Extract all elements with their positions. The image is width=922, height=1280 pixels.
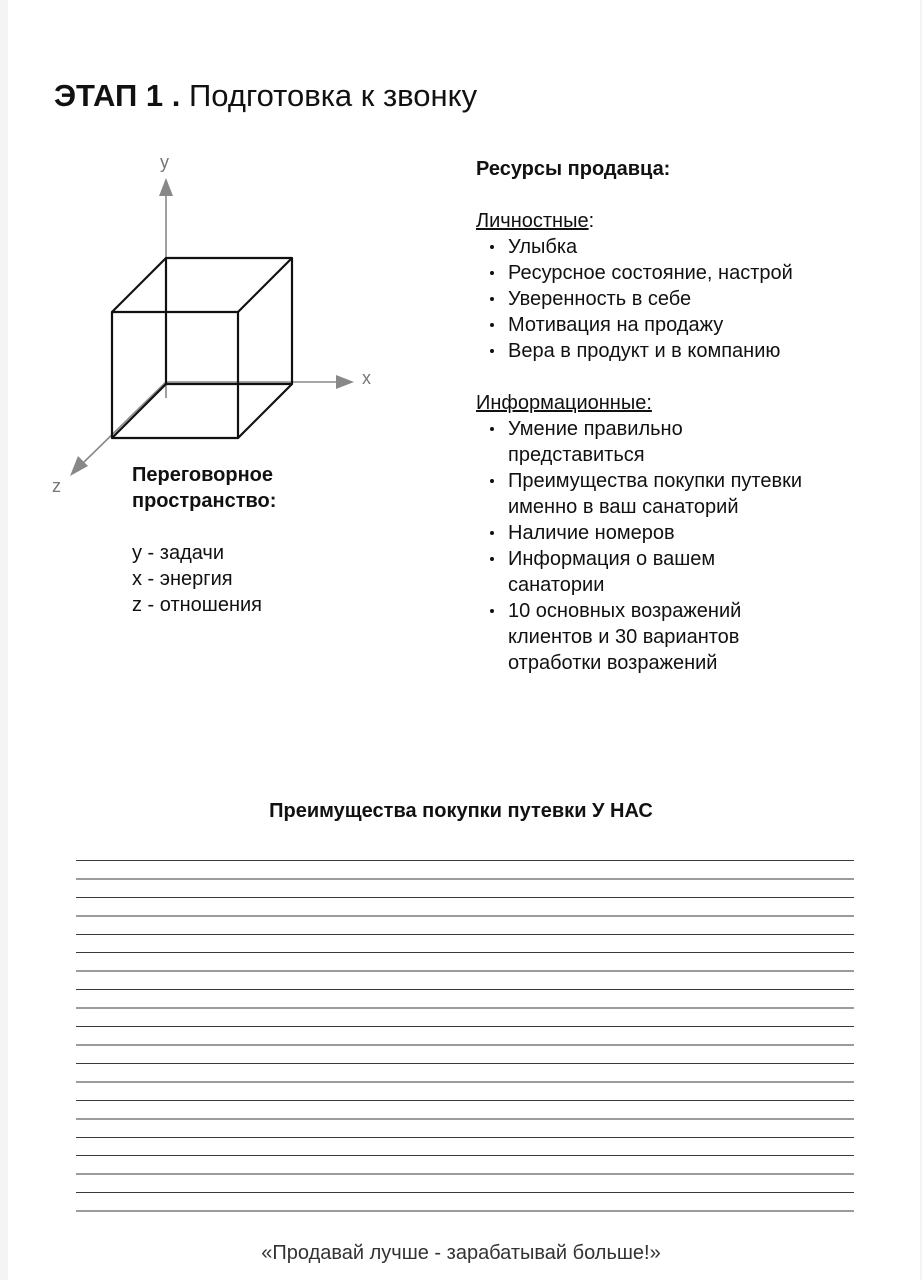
negotiation-space [132, 462, 332, 618]
list-item: Вера в продукт и в компанию [476, 338, 858, 364]
personal-heading-text: Личностные [476, 210, 589, 232]
footer-slogan: «Продавай лучше - зарабатывай больше!» [261, 1242, 661, 1264]
negotiation-title: Переговорное пространство: [132, 464, 277, 512]
stage-label: ЭТАП 1 . [54, 78, 181, 113]
informational-heading-text: Информационные: [476, 392, 652, 414]
cube-edge [238, 258, 292, 312]
list-item: Умение правильно представиться [476, 416, 748, 468]
cube-edge [238, 384, 292, 438]
personal-heading-colon: : [588, 210, 595, 232]
axis-x-arrow [336, 375, 354, 389]
list-item: Информация о вашем санатории [476, 546, 778, 598]
resources-title: Ресурсы продавца: [476, 158, 671, 180]
axis-y-arrow [159, 178, 173, 196]
stage-title: Подготовка к звонку [189, 78, 478, 113]
axis-z-arrow [70, 456, 88, 476]
list-item: Ресурсное состояние, настрой [476, 260, 858, 286]
page-title [54, 76, 477, 116]
cube [112, 258, 292, 438]
list-item: 10 основных возражений клиентов и 30 вариантов отработки возражений [476, 598, 828, 676]
negotiation-item: z - отношения [132, 594, 262, 616]
list-item: Уверенность в себе [476, 286, 858, 312]
axis-y-label: y [160, 152, 169, 172]
axis-z-label: z [52, 476, 61, 496]
writing-lines [76, 860, 854, 1214]
personal-list [476, 234, 896, 364]
informational-heading [476, 390, 896, 416]
informational-list [476, 416, 896, 676]
list-item: Улыбка [476, 234, 858, 260]
negotiation-item: y - задачи [132, 542, 225, 564]
cube-edge [112, 258, 166, 312]
seller-resources [476, 156, 896, 702]
list-item: Преимущества покупки путевки именно в ваш санаторий [476, 468, 808, 520]
personal-heading [476, 208, 896, 234]
axis-x-label: x [362, 368, 371, 388]
list-item: Мотивация на продажу [476, 312, 858, 338]
list-item: Наличие номеров [476, 520, 858, 546]
negotiation-item: x - энергия [132, 568, 233, 590]
advantages-title: Преимущества покупки путевки У НАС [269, 800, 653, 822]
axis-z-line [84, 382, 166, 462]
cube-diagram [40, 140, 380, 510]
cube-edge [112, 384, 166, 438]
